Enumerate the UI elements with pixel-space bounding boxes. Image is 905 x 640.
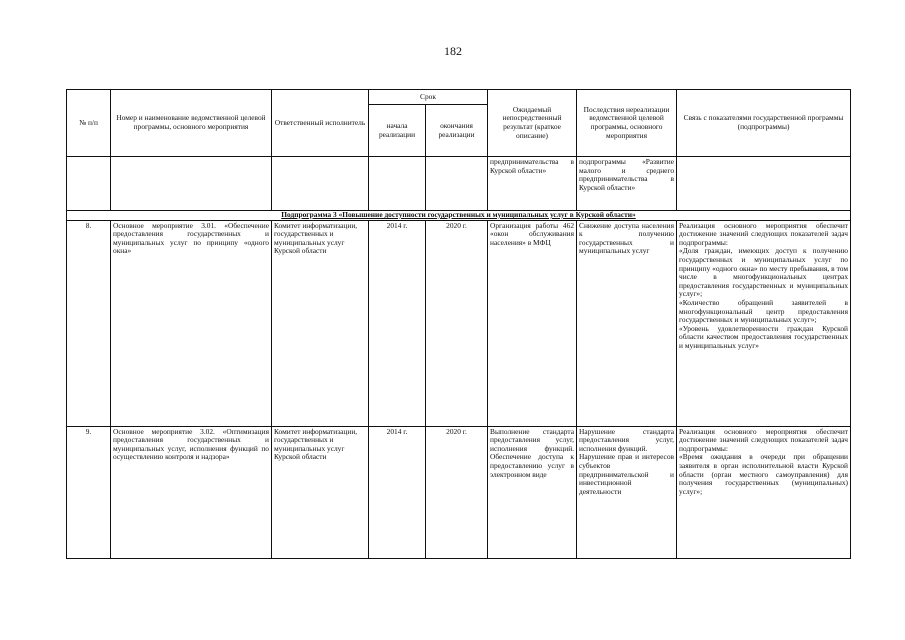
link-line: «Количество обращений заявителей в многофункциональный центр предоставления государственных и муниципальных услуг»; bbox=[679, 297, 849, 325]
row-result: Выполнение стандарта предоставления услуг, исполнения функций. Обеспечение доступа к предоставлению услуг в электронном виде bbox=[488, 426, 577, 558]
row-result: Организация работы 462 «окон обслуживания населения» в МФЦ bbox=[488, 220, 577, 426]
row-start: 2014 г. bbox=[369, 426, 426, 558]
header-result: Ожидаемый непосредственный результат (краткое описание) bbox=[488, 90, 577, 157]
row-num: 8. bbox=[67, 220, 111, 426]
subprogram-row bbox=[67, 211, 851, 221]
row-executor: Комитет информатизации, государственных и муниципальных услуг Курской области bbox=[272, 426, 369, 558]
row-consequences: Снижение доступа населения к получению государственных и муниципальных услуг bbox=[577, 220, 677, 426]
row-name: Основное мероприятие 3.02. «Оптимизация предоставления государственных и муниципальных услуг, исполнения функций по осуществлению контроля и надзора» bbox=[111, 426, 272, 558]
table-row bbox=[67, 426, 851, 558]
consequence-line: Нарушение прав и интересов субъектов предпринимательской и инвестиционной деятельности bbox=[579, 452, 675, 496]
header-num: № п/п bbox=[67, 90, 111, 157]
page-number: 182 bbox=[444, 44, 462, 58]
row-end: 2020 г. bbox=[426, 220, 488, 426]
carryover-result: предпринимательства в Курской области» bbox=[488, 157, 577, 211]
header-start: начала реализации bbox=[369, 105, 426, 157]
row-consequences bbox=[577, 426, 677, 558]
header-name: Номер и наименование ведомственной целевой программы, основного мероприятия bbox=[111, 90, 272, 157]
header-end: окончания реализации bbox=[426, 105, 488, 157]
row-link bbox=[677, 220, 851, 426]
link-line: Реализация основного мероприятия обеспечит достижение значений следующих показателей задач подпрограммы: bbox=[679, 220, 849, 247]
consequence-line: Нарушение стандарта предоставления услуг, исполнения функций. bbox=[579, 426, 675, 453]
table-row bbox=[67, 220, 851, 426]
row-executor: Комитет информатизации, государственных и муниципальных услуг Курской области bbox=[272, 220, 369, 426]
link-line: «Время ожидания в очереди при обращении заявителя в орган исполнительной власти Курской области (орган местного самоуправления) для получения государственных (муниципальных) услуг»; bbox=[679, 452, 849, 496]
link-line: «Доля граждан, имеющих доступ к получению государственных и муниципальных услуг по принципу «одного окна» по месту пребывания, в том числе в многофункциональных центрах предоставления государственных и муниципальных услуг»; bbox=[679, 246, 849, 299]
header-term: Срок bbox=[369, 90, 488, 105]
subprogram-title: Подпрограмма 3 «Повышение доступности государственных и муниципальных услуг в Курской области» bbox=[67, 211, 851, 221]
header-consequences: Последствия нереализации ведомственной целевой программы, основного мероприятия bbox=[577, 90, 677, 157]
carryover-row bbox=[67, 157, 851, 211]
header-executor: Ответственный исполнитель bbox=[272, 90, 369, 157]
row-end: 2020 г. bbox=[426, 426, 488, 558]
header-link: Связь с показателями государственной программы (подпрограммы) bbox=[677, 90, 851, 157]
program-table bbox=[66, 89, 851, 559]
row-name: Основное мероприятие 3.01. «Обеспечение предоставления государственных и муниципальных услуг по принципу «одного окна» bbox=[111, 220, 272, 426]
row-start: 2014 г. bbox=[369, 220, 426, 426]
row-num: 9. bbox=[67, 426, 111, 558]
carryover-consequences: подпрограммы «Развитие малого и среднего предпринимательства в Курской области» bbox=[577, 157, 677, 211]
row-link bbox=[677, 426, 851, 558]
link-line: Реализация основного мероприятия обеспечит достижение значений следующих показателей задач подпрограммы: bbox=[679, 426, 849, 453]
link-line: «Уровень удовлетворенности граждан Курской области качеством предоставления государственных и муниципальных услуг» bbox=[679, 323, 849, 350]
